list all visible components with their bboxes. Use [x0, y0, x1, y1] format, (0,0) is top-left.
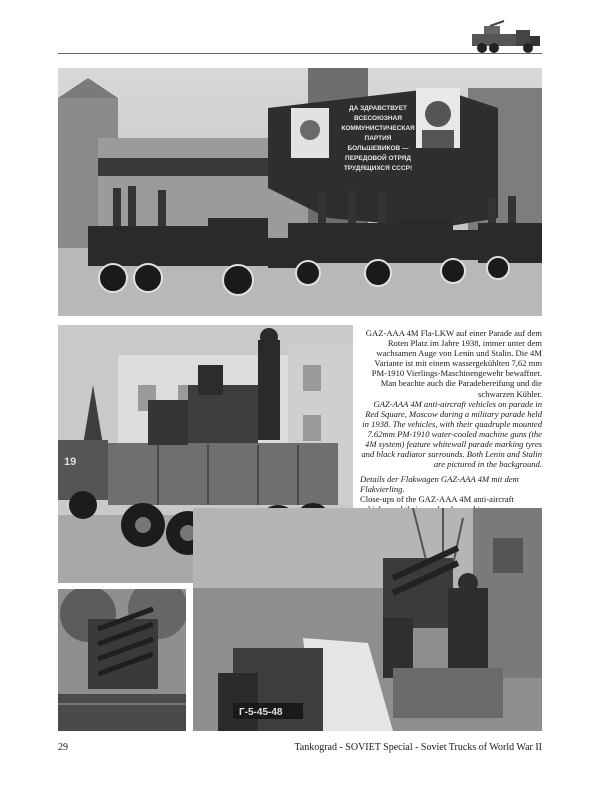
caption-parade-en: GAZ-AAA 4M anti-aircraft vehicles on parade in Red Square, Moscow during a military parade held in 1938. The vehicles, with their quadruple mounted 7.62mm PM-1910 water-cooled machine guns (the 4M system) feature whitewall parade marking tyres and black radiator surrounds. Both Lenin and Stalin are pictured in the background.: [361, 398, 542, 470]
caption-closeups-de: Details der Flakwagen GAZ-AAA 4M mit dem Flakvierling.: [360, 474, 519, 495]
truck-machine-gun-photo: [193, 508, 542, 731]
banner-line: КОММУНИСТИЧЕСКАЯ: [341, 125, 415, 132]
page-number: 29: [58, 742, 68, 753]
parade-trucks-photo: [58, 68, 542, 316]
banner-line: ДА ЗДРАВСТВУЕТ: [348, 105, 408, 112]
caption-parade-de: GAZ-AAA 4M Fla-LKW auf einer Parade auf dem Roten Platz im Jahre 1938, immer unter dem wachsamen Auge von Lenin und Stalin. Die 4M Variante ist mit einem wassergekühlten 7,62 mm PM-1910 Vierlings-Maschinengewehr bewaffnet. Man beachte auch die Paradebereifung und die schwarzen Kühler.: [365, 328, 542, 399]
banner-line: ПЕРЕДОВОЙ ОТРЯД: [345, 155, 411, 162]
header-rule: [58, 53, 542, 54]
banner-line: ВСЕСОЮЗНАЯ: [354, 115, 402, 122]
caption-parade: [360, 328, 542, 469]
banner-line: ПАРТИЯ: [364, 135, 392, 142]
footer-title: Tankograd - SOVIET Special - Soviet Trucks of World War II: [294, 742, 542, 753]
truck-plate: Г-5-45-48: [239, 707, 283, 718]
truck-plate: 19: [64, 456, 77, 468]
truck-silhouette-icon: [470, 20, 542, 54]
banner-line: БОЛЬШЕВИКОВ —: [347, 145, 409, 152]
caption-closeups-en: Close-ups of the GAZ-AAA 4M anti-aircraft: [360, 494, 514, 505]
machine-gun-closeup-photo: [58, 589, 186, 731]
banner-line: ТРУДЯЩИХСЯ СССР!: [343, 165, 413, 172]
